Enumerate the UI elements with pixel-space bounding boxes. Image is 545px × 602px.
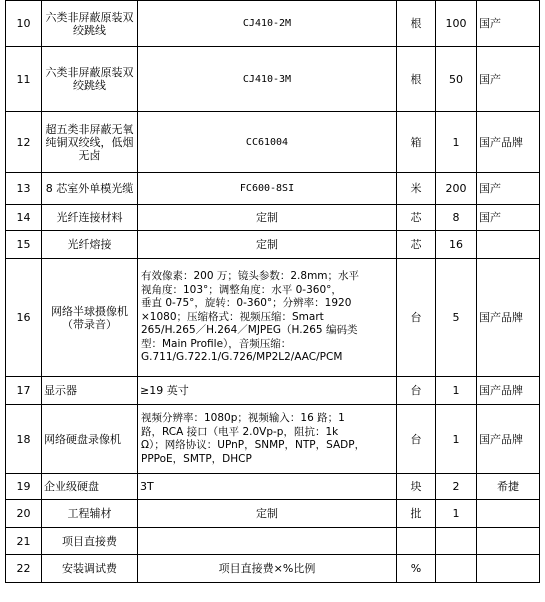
- item-spec: ≥19 英寸: [138, 377, 397, 405]
- item-brand: 国产: [477, 47, 540, 112]
- row-number: 15: [6, 231, 42, 259]
- item-quantity: 1: [436, 112, 477, 173]
- row-number: 17: [6, 377, 42, 405]
- item-quantity: 5: [436, 259, 477, 377]
- item-brand: [477, 231, 540, 259]
- item-spec: [138, 528, 397, 555]
- item-quantity: 1: [436, 500, 477, 528]
- item-unit: %: [397, 555, 436, 583]
- spec-line: 路，RCA 接口（电平 2.0Vp-p，阻抗：1k: [141, 425, 339, 438]
- row-number: 11: [6, 47, 42, 112]
- row-number: 22: [6, 555, 42, 583]
- item-brand: 国产品牌: [477, 377, 540, 405]
- table-row: [6, 555, 540, 583]
- item-brand: 国产: [477, 173, 540, 205]
- item-brand: 国产: [477, 205, 540, 231]
- spec-line: ×1080；压缩格式：视频压缩：Smart: [141, 310, 324, 323]
- item-quantity: 16: [436, 231, 477, 259]
- table-row: [6, 474, 540, 500]
- item-name: 8 芯室外单模光缆: [42, 173, 138, 205]
- item-quantity: [436, 555, 477, 583]
- item-spec: CC61004: [138, 112, 397, 173]
- spec-line: 垂直 0-75°，旋转：0-360°；分辨率：1920: [141, 297, 352, 310]
- row-number: 13: [6, 173, 42, 205]
- table-row: [6, 405, 540, 474]
- item-brand: [477, 500, 540, 528]
- item-spec: FC600-8SI: [138, 173, 397, 205]
- spec-line: Ω）；网络协议：UPnP，SNMP，NTP，SADP，: [141, 439, 366, 451]
- item-quantity: 1: [436, 405, 477, 474]
- item-name: 显示器: [42, 377, 138, 405]
- item-unit: 块: [397, 474, 436, 500]
- item-name: 光纤连接材料: [42, 205, 138, 231]
- item-spec: CJ410-2M: [138, 1, 397, 47]
- item-unit: 台: [397, 377, 436, 405]
- item-name: 网络硬盘录像机: [42, 405, 138, 474]
- table-row: [6, 1, 540, 47]
- item-brand: 国产品牌: [477, 259, 540, 377]
- item-unit: [397, 528, 436, 555]
- item-unit: 根: [397, 47, 436, 112]
- row-number: 19: [6, 474, 42, 500]
- item-name: 六类非屏蔽原装双绞跳线: [42, 47, 138, 112]
- table-row: [6, 528, 540, 555]
- item-brand: 国产: [477, 1, 540, 47]
- item-quantity: 100: [436, 1, 477, 47]
- item-spec: 定制: [138, 231, 397, 259]
- item-brand: 希捷: [477, 474, 540, 500]
- item-quantity: 200: [436, 173, 477, 205]
- item-name: 六类非屏蔽原装双绞跳线: [42, 1, 138, 47]
- item-name: 超五类非屏蔽无氧纯铜双绞线，低烟无卤: [42, 112, 138, 173]
- spec-line: G.711/G.722.1/G.726/MP2L2/AAC/PCM: [141, 351, 343, 364]
- row-number: 10: [6, 1, 42, 47]
- item-brand: [477, 555, 540, 583]
- item-unit: 台: [397, 405, 436, 474]
- item-spec: CJ410-3M: [138, 47, 397, 112]
- row-number: 16: [6, 259, 42, 377]
- item-spec: 定制: [138, 500, 397, 528]
- item-name: 企业级硬盘: [42, 474, 138, 500]
- table-row: [6, 47, 540, 112]
- table-row: [6, 112, 540, 173]
- spec-line: 有效像素：200 万；镜头参数：2.8mm；水平: [141, 270, 360, 283]
- item-quantity: 8: [436, 205, 477, 231]
- item-brand: 国产品牌: [477, 112, 540, 173]
- spec-line: 265/H.265／H.264／MJPEG（H.265 编码类: [141, 324, 358, 337]
- item-unit: 台: [397, 259, 436, 377]
- row-number: 20: [6, 500, 42, 528]
- table-row: [6, 173, 540, 205]
- item-name: 网络半球摄像机（带录音）: [42, 259, 138, 377]
- spec-line: 视角度：103°；调整角度：水平 0-360°，: [141, 283, 342, 296]
- item-unit: 芯: [397, 205, 436, 231]
- item-name: 工程辅材: [42, 500, 138, 528]
- spec-line: 视频分辨率：1080p；视频输入：16 路；1: [141, 412, 345, 424]
- spec-line: PPPoE，SMTP，DHCP: [141, 452, 252, 465]
- item-brand: 国产品牌: [477, 405, 540, 474]
- item-unit: 芯: [397, 231, 436, 259]
- table-row: [6, 231, 540, 259]
- item-spec: [138, 405, 397, 474]
- item-unit: 米: [397, 173, 436, 205]
- item-quantity: 2: [436, 474, 477, 500]
- item-spec: 3T: [138, 474, 397, 500]
- item-quantity: [436, 528, 477, 555]
- table-row: [6, 259, 540, 377]
- item-unit: 批: [397, 500, 436, 528]
- item-quantity: 50: [436, 47, 477, 112]
- equipment-table: [5, 0, 540, 583]
- row-number: 14: [6, 205, 42, 231]
- row-number: 21: [6, 528, 42, 555]
- item-quantity: 1: [436, 377, 477, 405]
- item-unit: 根: [397, 1, 436, 47]
- item-spec: 项目直接费×%比例: [138, 555, 397, 583]
- spec-line: 型：Main Profile），音频压缩：: [141, 337, 292, 350]
- item-unit: 箱: [397, 112, 436, 173]
- row-number: 18: [6, 405, 42, 474]
- item-name: 项目直接费: [42, 528, 138, 555]
- table-row: [6, 205, 540, 231]
- item-name: 安装调试费: [42, 555, 138, 583]
- row-number: 12: [6, 112, 42, 173]
- item-spec: [138, 259, 397, 377]
- table-row: [6, 500, 540, 528]
- item-brand: [477, 528, 540, 555]
- table-row: [6, 377, 540, 405]
- item-name: 光纤熔接: [42, 231, 138, 259]
- item-spec: 定制: [138, 205, 397, 231]
